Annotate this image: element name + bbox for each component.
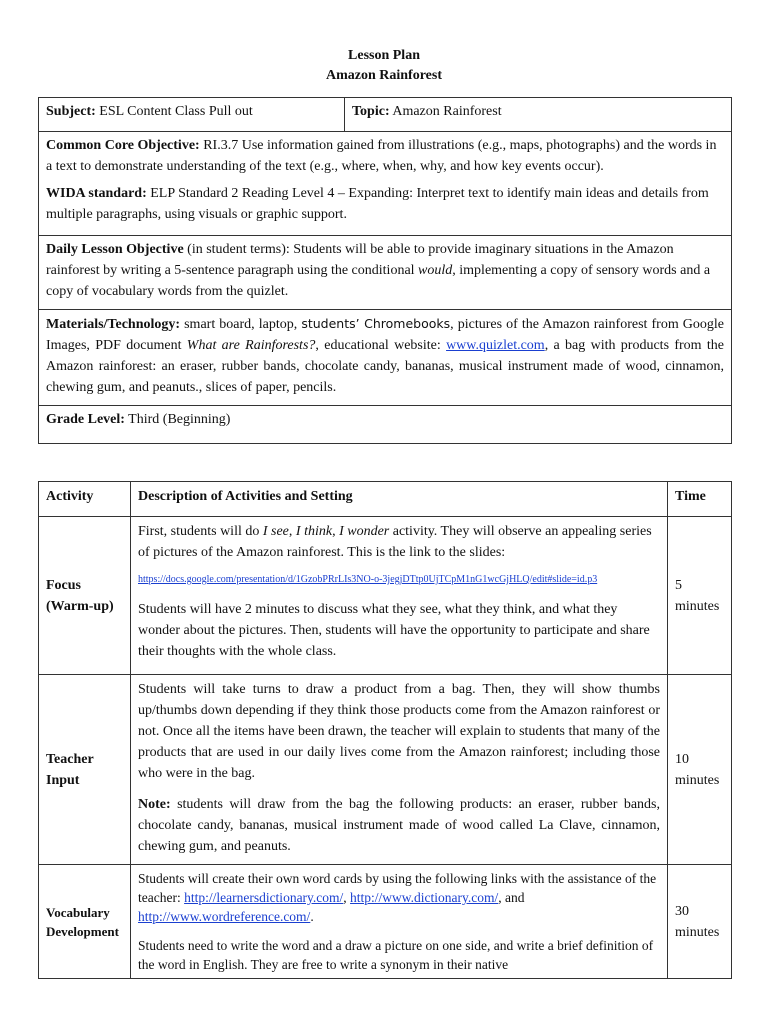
materials-label: Materials/Technology: — [46, 317, 181, 332]
objectives-cell — [39, 132, 732, 236]
focus-i-wonder: I wonder — [339, 524, 390, 539]
focus-paragraph-2: Students will have 2 minutes to discuss what they see, what they think, and what they wonder about the pictures. Then, students will have the opportunity to participate and share their thoughts with the whole class. — [138, 602, 650, 659]
header-time: Time — [668, 482, 732, 517]
table-row — [39, 517, 732, 675]
dictionary-link[interactable]: http://www.dictionary.com/ — [350, 890, 499, 905]
materials-text-3: , educational website: — [315, 338, 441, 353]
topic-label: Topic: — [352, 104, 390, 119]
grade-level-cell — [39, 406, 732, 444]
vocab-end: . — [310, 909, 314, 924]
header-activity: Activity — [39, 482, 131, 517]
daily-objective-italic: would — [418, 263, 453, 278]
topic-cell — [345, 98, 732, 132]
materials-chromebooks: students’ Chromebooks — [301, 316, 451, 331]
materials-cell — [39, 310, 732, 406]
activity-teacher-input: Teacher Input — [39, 675, 131, 865]
document-title: Lesson Plan — [348, 48, 420, 63]
wida-text: ELP Standard 2 Reading Level 4 – Expanding: Interpret text to identify main ideas and details from multiple paragraphs, using visuals or graphic support. — [46, 186, 709, 222]
materials-text-2: , pictures of the Amazon rainforest from Google Images, PDF document — [46, 317, 724, 353]
vocab-paragraph-1 — [138, 869, 660, 926]
topic-value: Amazon Rainforest — [392, 104, 502, 119]
materials-text-1: smart board, laptop, — [184, 317, 298, 332]
wida-standard — [46, 183, 724, 225]
common-core-objective — [46, 135, 724, 177]
grade-level-label: Grade Level: — [46, 412, 125, 427]
activities-table — [38, 481, 732, 979]
focus-text-a: First, students will do — [138, 524, 260, 539]
lesson-info-table — [38, 97, 732, 444]
vocab-time: 30 minutes — [668, 865, 732, 979]
slides-link[interactable]: https://docs.google.com/presentation/d/1GzobPRrLIs3NO-o-3jegjDTtp0UjTCpM1nG1wcGjHLQ/edit#slide=id.p3 — [138, 574, 598, 585]
header-description: Description of Activities and Setting — [131, 482, 668, 517]
slides-link-wrap — [138, 573, 660, 587]
focus-paragraph-1 — [138, 521, 660, 563]
focus-i-see: I see — [262, 524, 289, 539]
focus-sep-1: , — [288, 524, 293, 539]
vocab-description — [131, 865, 668, 979]
daily-objective-text-2: , implementing a copy of sensory words and a copy of vocabulary words from the quizlet. — [46, 263, 711, 299]
subject-cell — [39, 98, 345, 132]
vocab-text-a: Students will create their own word cards by using the following links with the assistance of the teacher: — [138, 871, 657, 905]
subject-label: Subject: — [46, 104, 96, 119]
subject-value: ESL Content Class Pull out — [99, 104, 253, 119]
vocab-sep-2: , — [498, 890, 502, 905]
wordreference-link[interactable]: http://www.wordreference.com/ — [138, 909, 311, 924]
vocab-and: and — [505, 890, 525, 905]
focus-description — [131, 517, 668, 675]
focus-time: 5 minutes — [668, 517, 732, 675]
activity-vocabulary: Vocabulary Development — [39, 865, 131, 979]
wida-label: WIDA standard: — [46, 186, 147, 201]
focus-sep-2: , — [332, 524, 336, 539]
daily-objective-cell — [39, 236, 732, 310]
note-text: students will draw from the bag the following products: an eraser, rubber bands, chocolate candy, bananas, musical instrument made of wood called La Clave, cinnamon, chewing gum, and peanuts. — [138, 797, 660, 854]
vocab-paragraph-2: Students need to write the word and a draw a picture on one side, and write a brief definition of the word in English. They are free to write a synonym in their native — [138, 938, 654, 972]
activity-focus: Focus (Warm-up) — [39, 517, 131, 675]
note-label: Note: — [138, 797, 171, 812]
materials-document-title: What are Rainforests? — [186, 338, 316, 353]
table-row — [39, 675, 732, 865]
teacher-time: 10 minutes — [668, 675, 732, 865]
document-subtitle: Amazon Rainforest — [325, 68, 442, 83]
materials-text-4: , a bag with products from the Amazon rainforest: an eraser, rubber bands, chocolate candy, bananas, musical instrument made of wood, cinnamon, chewing gum, and peanuts., slices of paper, pencils. — [46, 338, 724, 395]
table-row — [39, 865, 732, 979]
grade-level-value: Third (Beginning) — [128, 412, 231, 427]
teacher-note — [138, 794, 660, 857]
focus-i-think: I think — [295, 524, 333, 539]
learners-dictionary-link[interactable]: http://learnersdictionary.com/ — [184, 890, 344, 905]
daily-objective-text-1: (in student terms): Students will be able to provide imaginary situations in the Amazon rainforest by writing a 5-sentence paragraph using the conditional — [46, 242, 674, 278]
quizlet-link[interactable]: www.quizlet.com — [446, 338, 545, 353]
daily-objective-label: Daily Lesson Objective — [46, 242, 184, 257]
teacher-description — [131, 675, 668, 865]
teacher-paragraph-1: Students will take turns to draw a product from a bag. Then, they will show thumbs up/thumbs down depending if they think those products come from the Amazon rainforest or not. Once all the items have been drawn, the teacher will explain to students that many of the products that are used in our daily lives come from the Amazon rainforest; including those who were in the bag. — [138, 682, 660, 781]
focus-text-b: activity. They will observe an appealing series of pictures of the Amazon rainforest. This is the link to the slides: — [138, 524, 652, 560]
vocab-sep-1: , — [343, 890, 347, 905]
common-core-text: RI.3.7 Use information gained from illustrations (e.g., maps, photographs) and the words in a text to demonstrate understanding of the text (e.g., where, when, why, and how key events occur). — [46, 138, 717, 174]
common-core-label: Common Core Objective: — [46, 138, 200, 153]
